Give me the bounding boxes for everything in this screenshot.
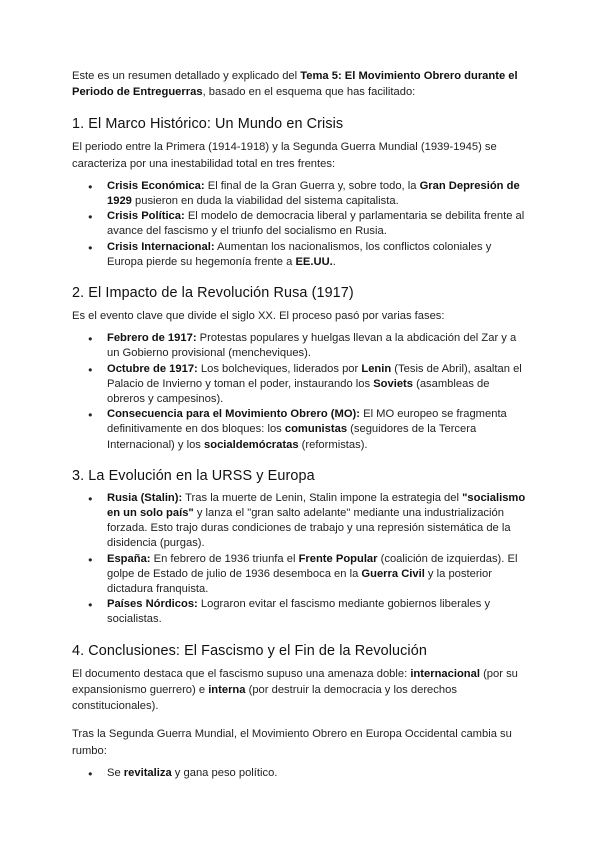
section-2-paragraph: Es el evento clave que divide el siglo XX. El proceso pasó por varias fases: bbox=[72, 310, 445, 323]
list-item: ● Se revitaliza y gana peso político. bbox=[72, 766, 530, 781]
section-1-heading: 1. El Marco Histórico: Un Mundo en Crisis bbox=[72, 116, 344, 133]
section-4-paragraph-1: El documento destaca que el fascismo supuso una amenaza doble: internacional (por su expansionismo guerrero) e interna (por destruir la democracia y los derechos constitucionales). bbox=[72, 667, 518, 713]
section-4-list bbox=[72, 766, 530, 781]
list-item: ● Febrero de 1917: Protestas populares y huelgas llevan a la abdicación del Zar y a un Gobierno provisional (mencheviques). bbox=[72, 331, 530, 361]
list-item: ● Crisis Económica: El final de la Gran Guerra y, sobre todo, la Gran Depresión de 1929 pusieron en duda la viabilidad del sistema capitalista. bbox=[72, 179, 530, 209]
section-3-heading: 3. La Evolución en la URSS y Europa bbox=[72, 467, 315, 484]
list-item: ● Rusia (Stalin): Tras la muerte de Lenin, Stalin impone la estrategia del "socialismo en un solo país" y lanza el "gran salto adelante" mediante una industrialización forzada. Esto trajo duras condiciones de trabajo y una represión sistemática de la disidencia (purgas). bbox=[72, 491, 530, 552]
section-1-list bbox=[72, 179, 530, 270]
list-item: ● Crisis Internacional: Aumentan los nacionalismos, los conflictos coloniales y Europa pierde su hegemonía frente a EE.UU.. bbox=[72, 240, 530, 270]
intro-paragraph: Este es un resumen detallado y explicado del Tema 5: El Movimiento Obrero durante el Periodo de Entreguerras, basado en el esquema que has facilitado: bbox=[72, 70, 518, 99]
section-1-paragraph: El periodo entre la Primera (1914-1918) y la Segunda Guerra Mundial (1939-1945) se caracteriza por una inestabilidad total en tres frentes: bbox=[72, 141, 497, 170]
list-item: ● Crisis Política: El modelo de democracia liberal y parlamentaria se debilita frente al avance del fascismo y el triunfo del socialismo en Rusia. bbox=[72, 209, 530, 239]
list-item: ● Consecuencia para el Movimiento Obrero (MO): El MO europeo se fragmenta definitivamente en dos bloques: los comunistas (seguidores de la Tercera Internacional) y los socialdemócratas (reformistas). bbox=[72, 407, 530, 453]
list-item: ● Países Nórdicos: Lograron evitar el fascismo mediante gobiernos liberales y socialistas. bbox=[72, 597, 530, 627]
section-4-paragraph-2: Tras la Segunda Guerra Mundial, el Movimiento Obrero en Europa Occidental cambia su rumbo: bbox=[72, 728, 512, 757]
section-4-heading: 4. Conclusiones: El Fascismo y el Fin de la Revolución bbox=[72, 642, 427, 659]
section-3-list bbox=[72, 491, 530, 628]
section-2-heading: 2. El Impacto de la Revolución Rusa (1917) bbox=[72, 285, 354, 302]
section-2-list bbox=[72, 331, 530, 453]
list-item: ● Octubre de 1917: Los bolcheviques, liderados por Lenin (Tesis de Abril), asaltan el Palacio de Invierno y toman el poder, instaurando los Soviets (asambleas de obreros y campesinos). bbox=[72, 362, 530, 408]
list-item: ● España: En febrero de 1936 triunfa el Frente Popular (coalición de izquierdas). El golpe de Estado de julio de 1936 desemboca en la Guerra Civil y la posterior dictadura franquista. bbox=[72, 552, 530, 598]
